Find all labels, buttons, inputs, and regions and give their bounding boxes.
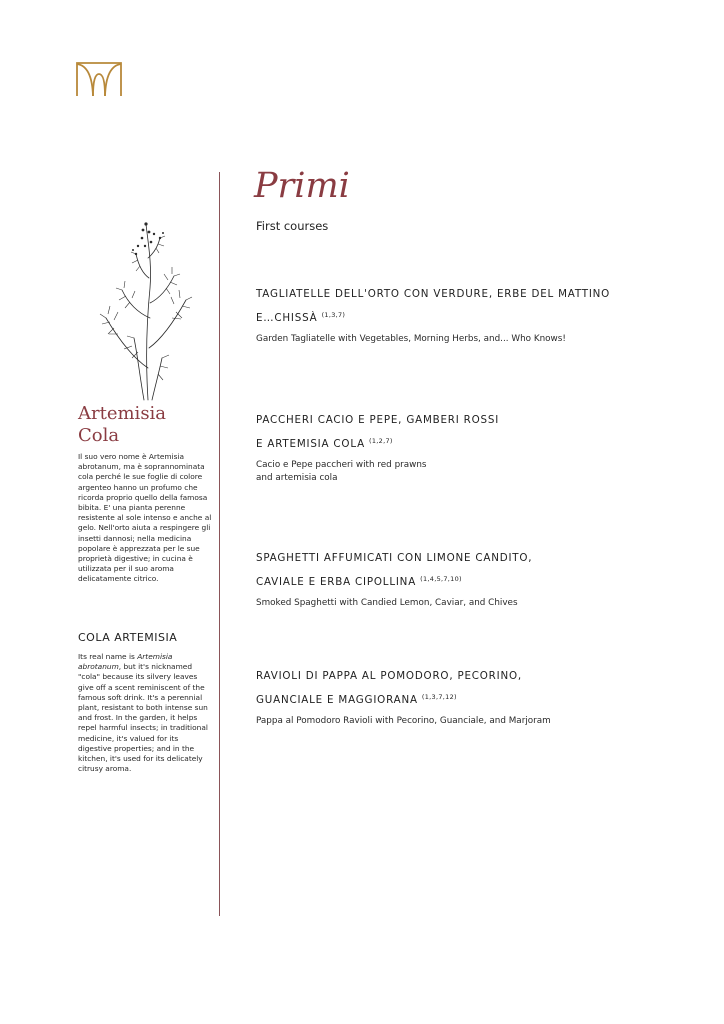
dish-name-line-2 [256,569,656,593]
dish-english-description [256,333,656,346]
dish-english-description [256,459,656,485]
dish-english-line-1: Cacio e Pepe paccheri with red prawns [256,460,427,470]
side-english-text-post: , but it's nicknamed "cola" because its silvery leaves give off a scent reminiscent of the famous soft drink. It's a perennial plant, resistant to both intense sun and frost. In the garden, it helps repel harmful insects; in traditional medicine, it's valued for its digestive properties; and in the kitchen, it's used for its delicately citrusy aroma. [78,662,208,774]
artemisia-plant-illustration-icon [88,218,200,402]
dish-name-line-2 [256,431,656,455]
dish-name-line-1: RAVIOLI DI PAPPA AL POMODORO, PECORINO, [256,670,522,682]
dish-english-description [256,715,656,728]
dish-english-line-1: Pappa al Pomodoro Ravioli with Pecorino, Guanciale, and Marjoram [256,716,551,726]
dish-name-line-2-text: GUANCIALE E MAGGIORANA [256,694,418,706]
side-title-line-2: Cola [78,425,120,446]
dish-english-line-1: Smoked Spaghetti with Candied Lemon, Caviar, and Chives [256,598,518,608]
dish-name-line-2-text: E…CHISSÀ [256,312,318,324]
dish-name-line-1: SPAGHETTI AFFUMICATI CON LIMONE CANDITO, [256,552,533,564]
dish-name-line-1: PACCHERI CACIO E PEPE, GAMBERI ROSSI [256,414,500,426]
dish-allergens: (1,3,7) [321,311,346,319]
dish-allergens: (1,4,5,7,10) [420,575,462,583]
dish-allergens: (1,2,7) [369,437,393,445]
dish-name-line-1: TAGLIATELLE DELL'ORTO CON VERDURE, ERBE DEL MATTINO [256,288,611,300]
dish-item [256,666,656,728]
dish-item [256,410,656,485]
dish-name-line-2-text: E ARTEMISIA COLA [256,438,365,450]
dish-english-line-1: Garden Tagliatelle with Vegetables, Morning Herbs, and... Who Knows! [256,334,566,344]
column-divider [219,172,220,916]
dish-name-line-2 [256,687,656,711]
dish-english-description [256,597,656,610]
dish-name-line-2 [256,305,656,329]
side-title-line-1: Artemisia [78,403,167,424]
side-english-text-italic: Artemisia abrotanum [78,652,173,672]
side-english-text-pre: Its real name is [78,652,138,661]
side-title [78,403,214,447]
dish-english-line-2: and artemisia cola [256,473,338,483]
restaurant-logo-icon [76,62,122,96]
page-title: Primi [254,166,350,206]
dish-item [256,548,656,610]
side-english-description [78,652,214,774]
dish-item [256,284,656,346]
dish-name-line-2-text: CAVIALE E ERBA CIPOLLINA [256,576,417,588]
side-italian-description: Il suo vero nome è Artemisia abrotanum, ma è soprannominata cola perché le sue foglie di colore argenteo hanno un profumo che ricorda proprio quello della famosa bibita. E' una pianta perenne resistente al sole intenso e anche al gelo. Nell'orto aiuta a respingere gli insetti dannosi; nella medicina popolare è apprezzata per le sue proprietà digestive; in cucina è utilizzata per il suo aroma delicatamente citrico. [78,452,212,584]
side-english-title: COLA ARTEMISIA [78,631,178,644]
page-subtitle: First courses [256,219,329,233]
dish-allergens: (1,3,7,12) [421,693,457,701]
